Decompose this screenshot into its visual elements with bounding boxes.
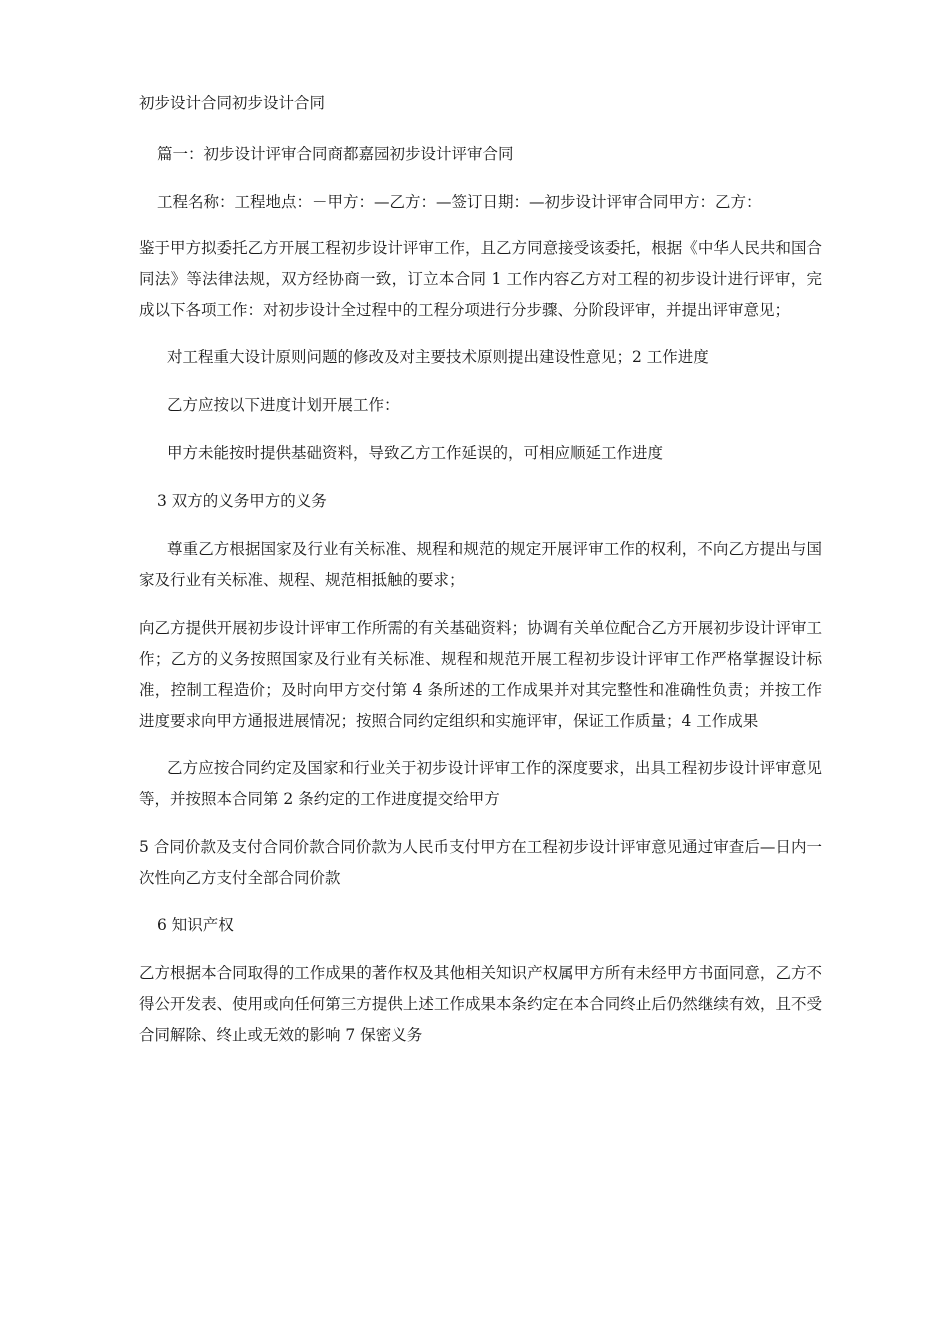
paragraph-deliverables: 乙方应按合同约定及国家和行业关于初步设计评审工作的深度要求，出具工程初步设计评审意见等，并按照本合同第 2 条约定的工作进度提交给甲方 (139, 759, 822, 808)
paragraph-obligations-detail: 向乙方提供开展初步设计评审工作所需的有关基础资料；协调有关单位配合乙方开展初步设计评审工作；乙方的义务按照国家及行业有关标准、规程和规范开展工程初步设计评审工作严格掌握设计标准，控制工程造价；及时向甲方交付第 4 条所述的工作成果并对其完整性和准确性负责；并按工作进度要求向甲方通报进展情况；按照合同约定组织和实施评审，保证工作质量；4 工作成果 (139, 619, 822, 730)
paragraph-contract-fields: 工程名称：工程地点：－甲方：—乙方：—签订日期：—初步设计评审合同甲方：乙方： (157, 193, 762, 211)
document-body (139, 88, 822, 1067)
paragraph-schedule-intro: 乙方应按以下进度计划开展工作： (167, 396, 400, 414)
paragraph-work-scope: 对工程重大设计原则问题的修改及对主要技术原则提出建设性意见；2 工作进度 (167, 348, 709, 366)
document-title: 初步设计合同初步设计合同 (139, 94, 326, 112)
paragraph-payment: 5 合同价款及支付合同价款合同价款为人民币支付甲方在工程初步设计评审意见通过审查后—日内一次性向乙方支付全部合同价款 (139, 838, 822, 887)
paragraph-preamble: 鉴于甲方拟委托乙方开展工程初步设计评审工作，且乙方同意接受该委托，根据《中华人民共和国合同法》等法律法规，双方经协商一致，订立本合同 1 工作内容乙方对工程的初步设计进行评审，完成以下各项工作：对初步设计全过程中的工程分项进行分步骤、分阶段评审，并提出评审意见； (139, 239, 822, 319)
paragraph-ip-detail: 乙方根据本合同取得的工作成果的著作权及其他相关知识产权属甲方所有未经甲方书面同意，乙方不得公开发表、使用或向任何第三方提供上述工作成果本条约定在本合同终止后仍然继续有效，且不受合同解除、终止或无效的影响 7 保密义务 (139, 964, 822, 1044)
paragraph-section-heading: 篇一：初步设计评审合同商都嘉园初步设计评审合同 (157, 145, 514, 163)
paragraph-party-a-respect: 尊重乙方根据国家及行业有关标准、规程和规范的规定开展评审工作的权利，不向乙方提出与国家及行业有关标准、规程、规范相抵触的要求； (139, 540, 822, 589)
paragraph-ip-heading: 6 知识产权 (157, 916, 234, 934)
paragraph-schedule-delay: 甲方未能按时提供基础资料，导致乙方工作延误的，可相应顺延工作进度 (167, 444, 664, 462)
paragraph-obligations-heading: 3 双方的义务甲方的义务 (157, 492, 327, 510)
